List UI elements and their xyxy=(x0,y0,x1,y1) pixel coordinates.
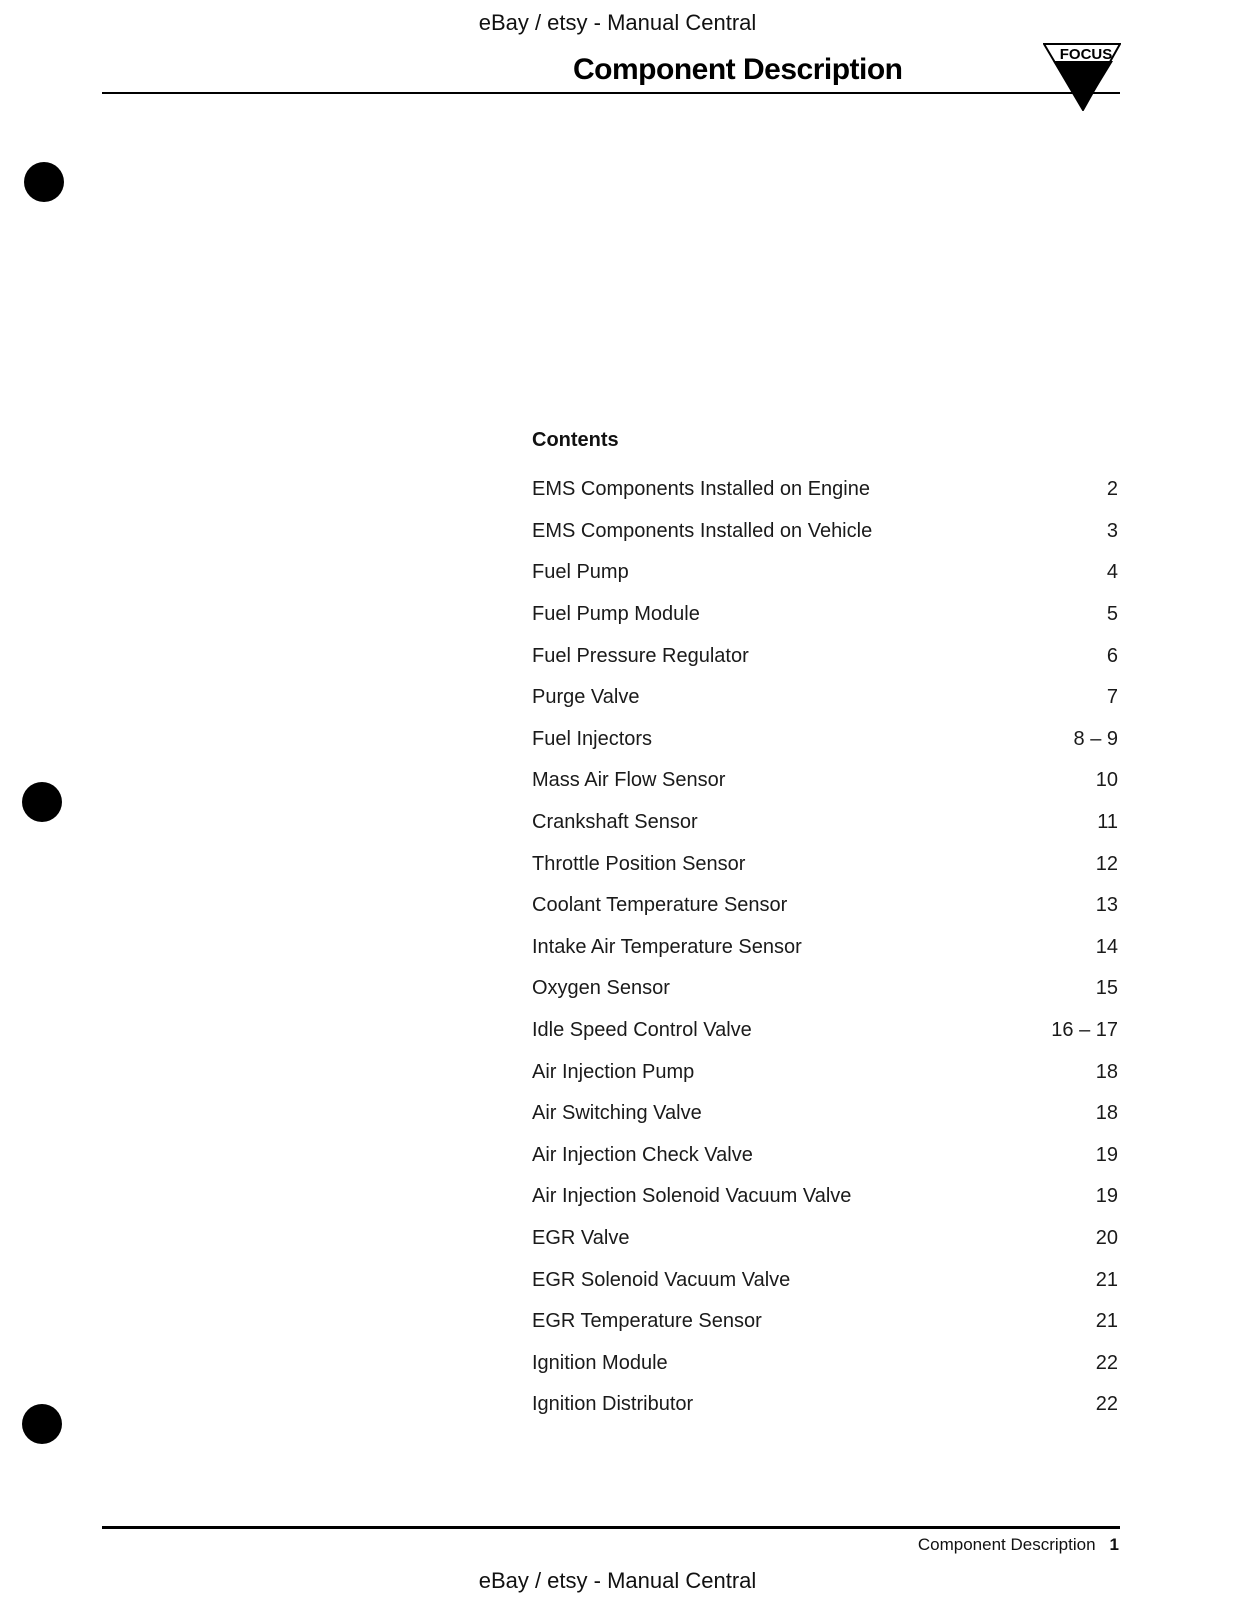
toc-entry-label: Idle Speed Control Valve xyxy=(532,1019,752,1042)
toc-entry[interactable] xyxy=(532,635,1118,677)
toc-entry-label: EGR Solenoid Vacuum Valve xyxy=(532,1268,791,1291)
toc-entry-label: Fuel Pressure Regulator xyxy=(532,644,749,667)
toc-entry-page: 20 xyxy=(1095,1226,1118,1249)
toc-entry-page: 21 xyxy=(1095,1268,1118,1291)
toc-entry[interactable] xyxy=(532,1342,1118,1384)
toc-entry-label: EGR Temperature Sensor xyxy=(532,1310,762,1333)
toc-entry[interactable] xyxy=(532,719,1118,761)
toc-entry-label: Fuel Pump Module xyxy=(532,603,700,626)
toc-entry-page: 14 xyxy=(1095,935,1118,958)
toc-entry-page: 18 xyxy=(1095,1102,1118,1125)
toc-entry-label: Fuel Injectors xyxy=(532,727,653,750)
toc-entry-page: 22 xyxy=(1095,1351,1118,1374)
toc-entry[interactable] xyxy=(532,1384,1118,1426)
toc-entry[interactable] xyxy=(532,1093,1118,1135)
footer-page-number: 1 xyxy=(1109,1535,1119,1554)
toc-entry-page: 19 xyxy=(1095,1143,1118,1166)
toc-entry[interactable] xyxy=(532,677,1118,719)
toc-entry-label: Air Injection Pump xyxy=(532,1060,695,1083)
toc-entry-label: Air Injection Check Valve xyxy=(532,1143,753,1166)
binder-hole xyxy=(22,1404,62,1444)
toc-entry-page: 15 xyxy=(1095,977,1118,1000)
page-title: Component Description xyxy=(573,53,903,86)
toc-entry-page: 6 xyxy=(1106,644,1118,667)
toc-entry[interactable] xyxy=(532,469,1118,511)
toc-entry-page: 21 xyxy=(1095,1310,1118,1333)
footer-section: Component Description xyxy=(917,1535,1096,1554)
toc-entry[interactable] xyxy=(532,1176,1118,1218)
toc-entry-label: Air Injection Solenoid Vacuum Valve xyxy=(532,1185,852,1208)
toc-entry[interactable] xyxy=(532,594,1118,636)
toc-entry[interactable] xyxy=(532,1135,1118,1177)
toc-entry[interactable] xyxy=(532,1301,1118,1343)
toc-entry-page: 22 xyxy=(1095,1393,1118,1416)
toc-entry[interactable] xyxy=(532,802,1118,844)
toc-entry-page: 11 xyxy=(1097,811,1118,834)
footer-rule xyxy=(102,1526,1120,1529)
toc-entry-label: EMS Components Installed on Vehicle xyxy=(532,519,873,542)
toc-entry[interactable] xyxy=(532,1218,1118,1260)
toc-entry-label: Mass Air Flow Sensor xyxy=(532,769,726,792)
toc-entry-page: 8 – 9 xyxy=(1073,727,1118,750)
toc-entry-label: Air Switching Valve xyxy=(532,1102,702,1125)
focus-logo-icon xyxy=(1043,43,1121,111)
binder-hole xyxy=(22,782,62,822)
toc-entry-label: Purge Valve xyxy=(532,686,640,709)
toc-entry-page: 10 xyxy=(1095,769,1118,792)
contents-heading: Contents xyxy=(532,429,619,451)
svg-text:FOCUS: FOCUS xyxy=(1059,46,1113,63)
toc-entry-label: EGR Valve xyxy=(532,1226,630,1249)
toc-entry[interactable] xyxy=(532,927,1118,969)
toc-entry-page: 2 xyxy=(1106,478,1118,501)
toc-entry-page: 5 xyxy=(1106,603,1118,626)
header-rule xyxy=(102,92,1120,94)
toc-entry-page: 7 xyxy=(1106,686,1118,709)
toc-entry[interactable] xyxy=(532,1259,1118,1301)
watermark-top: eBay / etsy - Manual Central xyxy=(478,10,757,35)
toc-entry[interactable] xyxy=(532,760,1118,802)
toc-entry[interactable] xyxy=(532,1051,1118,1093)
toc-entry[interactable] xyxy=(532,552,1118,594)
toc-entry[interactable] xyxy=(532,843,1118,885)
footer xyxy=(918,1535,1119,1555)
toc-entry-page: 12 xyxy=(1095,852,1118,875)
toc-entry-page: 18 xyxy=(1095,1060,1118,1083)
table-of-contents xyxy=(532,427,1118,1426)
toc-entry-label: Coolant Temperature Sensor xyxy=(532,894,788,917)
toc-entry-label: Ignition Module xyxy=(532,1351,668,1374)
toc-entry-page: 13 xyxy=(1095,894,1118,917)
toc-entry-label: Intake Air Temperature Sensor xyxy=(532,935,802,958)
toc-entry-page: 19 xyxy=(1095,1185,1118,1208)
toc-entry-label: EMS Components Installed on Engine xyxy=(532,478,870,501)
toc-entry-label: Oxygen Sensor xyxy=(532,977,670,1000)
toc-entry-label: Throttle Position Sensor xyxy=(532,852,746,875)
toc-entry-page: 4 xyxy=(1106,561,1118,584)
toc-entry-label: Crankshaft Sensor xyxy=(532,811,698,834)
toc-list xyxy=(532,469,1118,1426)
toc-entry[interactable] xyxy=(532,1010,1118,1052)
toc-entry-label: Ignition Distributor xyxy=(532,1393,694,1416)
toc-entry-label: Fuel Pump xyxy=(532,561,629,584)
toc-entry-page: 3 xyxy=(1106,519,1118,542)
toc-entry[interactable] xyxy=(532,885,1118,927)
binder-hole xyxy=(24,162,64,202)
toc-entry-page: 16 – 17 xyxy=(1051,1019,1118,1042)
watermark-bottom: eBay / etsy - Manual Central xyxy=(478,1568,757,1593)
toc-entry[interactable] xyxy=(532,968,1118,1010)
toc-entry[interactable] xyxy=(532,511,1118,553)
